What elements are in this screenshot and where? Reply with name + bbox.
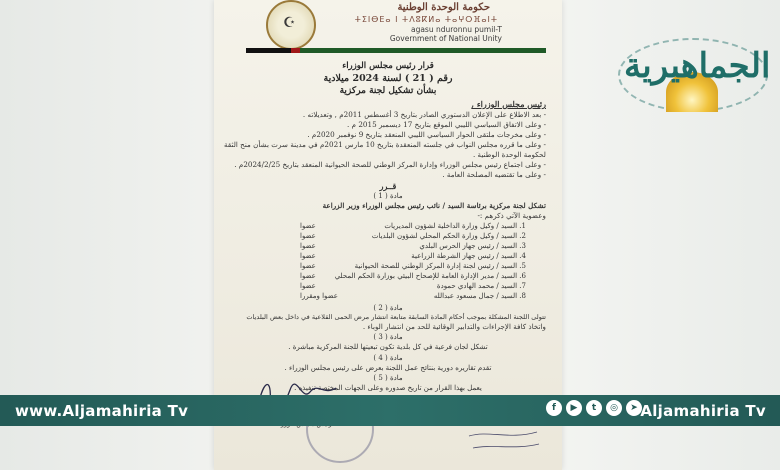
article-5-heading: مادة ( 5 ): [373, 374, 403, 382]
footer-banner: [0, 395, 780, 426]
article-2-text-2: واتخاذ كافة الإجراءات والتدابير الوقائية للحد من انتشار الوباء .: [362, 322, 546, 331]
article-2-heading: مادة ( 2 ): [373, 304, 403, 312]
article-1-text-2: وعضوية الآتي ذكرهم :-: [477, 211, 546, 220]
addressee: رئيس مجلس الوزراء ,: [471, 99, 546, 109]
social-icons: [546, 400, 642, 416]
brand-name: Aljamahiria Tv: [640, 402, 766, 420]
article-3-heading: مادة ( 3 ): [373, 333, 403, 341]
article-4-text: تقدم تقاريره دورية بنتائج عمل اللجنة بعرض على رئيس مجلس الوزراء .: [284, 364, 492, 372]
youtube-icon[interactable]: ▶: [566, 400, 582, 416]
member-item: 7. السيد / محمد الهادي حمودة: [436, 282, 526, 290]
preamble-line: - وعلى الاتفاق السياسي الليبي الموقع بتاريخ 17 ديسمبر 2015 م .: [347, 120, 546, 129]
member-item: 8. السيد / جمال مسعود عبدالله: [433, 292, 526, 300]
facebook-icon[interactable]: f: [546, 400, 562, 416]
member-item: 5. السيد / رئيس لجنة إدارة المركز الوطني للصحة الحيوانية: [354, 262, 526, 270]
member-role: عضوا: [300, 232, 316, 240]
preamble-line: - وعلى اجتماع رئيس مجلس الوزراء وإدارة المركز الوطني للصحة الحيوانية المنعقد بتاريخ 2024/2/25م .: [234, 160, 546, 169]
crescent-star-icon: ☪: [283, 15, 296, 31]
member-item: 4. السيد / رئيس جهاز الشرطة الزراعية: [411, 252, 526, 260]
preamble-line: - بعد الاطلاع على الإعلان الدستوري الصادر بتاريخ 3 أغسطس 2011م , وتعديلاته .: [302, 110, 546, 119]
member-item: 2. السيد / وكيل وزارة الحكم المحلي لشؤون البلديات: [371, 232, 526, 240]
telegram-icon[interactable]: ➤: [626, 400, 642, 416]
government-name-english: Government of National Unity: [389, 34, 502, 43]
member-role: عضوا: [300, 222, 316, 230]
decision-number: رقم ( 21 ) لسنة 2024 ميلادية: [323, 73, 453, 84]
member-role: عضوا: [300, 242, 316, 250]
decision-title: قرار رئيس مجلس الوزراء: [342, 61, 434, 71]
article-1-text: تشكل لجنة مركزية برئاسة السيد / نائب رئيس مجلس الوزراء وزير الزراعة: [322, 201, 546, 210]
article-3-text: تشكل لجان فرعية في كل بلدية تكون تبعيتها للجنة المركزية مباشرة .: [288, 343, 488, 351]
member-item: 6. السيد / مدير الإدارة العامة للإصحاح البيئي بوزارة الحكم المحلي: [334, 272, 526, 280]
preamble-line: - وعلى مخرجات ملتقى الحوار السياسي الليبي المنعقد بتاريخ 9 نوفمبر 2020م .: [307, 130, 546, 139]
instagram-icon[interactable]: ◎: [606, 400, 622, 416]
member-item: 3. السيد / رئيس جهاز الحرس البلدي: [419, 242, 526, 250]
article-5-text: يعمل بهذا القرار من تاريخ صدوره وعلى الجهات المختصة تنفيذه .: [294, 384, 482, 392]
government-name-latin: agasu nduronnu pumil-T: [410, 25, 502, 34]
member-role: عضوا: [300, 282, 316, 290]
member-role: عضوا: [300, 262, 316, 270]
website-url[interactable]: www.Aljamahiria Tv: [15, 402, 189, 420]
government-name-tifinagh: ⵜⵉⵏⴱⴹⴰ ⵏ ⵜⴷⵓⴽⵍⴰ ⵜⴰⵖⵔⴼⴰⵏⵜ: [354, 15, 498, 24]
flag-stripe: [246, 48, 546, 53]
article-2-text: تتولى اللجنة المشكلة بموجب أحكام المادة السابقة متابعة انتشار مرض الحمى القلاعية في داخل بعض البلديات: [246, 313, 546, 321]
government-name-arabic: حكومة الوحدة الوطنية: [397, 2, 490, 13]
decision-subject: بشأن تشكيل لجنة مركزية: [339, 86, 437, 96]
preamble-line: - وعلى ما تقتضيه المصلحة العامة .: [442, 170, 546, 179]
twitter-icon[interactable]: t: [586, 400, 602, 416]
article-4-heading: مادة ( 4 ): [373, 354, 403, 362]
logo-wordmark: الجماهيرية: [624, 46, 771, 86]
decided-heading: قــرر: [379, 181, 397, 191]
preamble-line: - وعلى ما قرره مجلس النواب في جلسته المنعقدة بتاريخ 10 مارس 2021م في مدينة سرت بشأن منح الثقة: [224, 140, 546, 149]
article-1-heading: مادة ( 1 ): [373, 192, 403, 200]
member-role: عضوا ومقررا: [300, 292, 338, 300]
aljamahiria-logo: [618, 38, 771, 112]
member-role: عضوا: [300, 252, 316, 260]
government-emblem: [266, 0, 316, 50]
member-role: عضوا: [300, 272, 316, 280]
preamble-line: لحكومة الوحدة الوطنية .: [472, 150, 546, 159]
member-item: 1. السيد / وكيل وزارة الداخلية لشؤون المديريات: [384, 222, 526, 230]
